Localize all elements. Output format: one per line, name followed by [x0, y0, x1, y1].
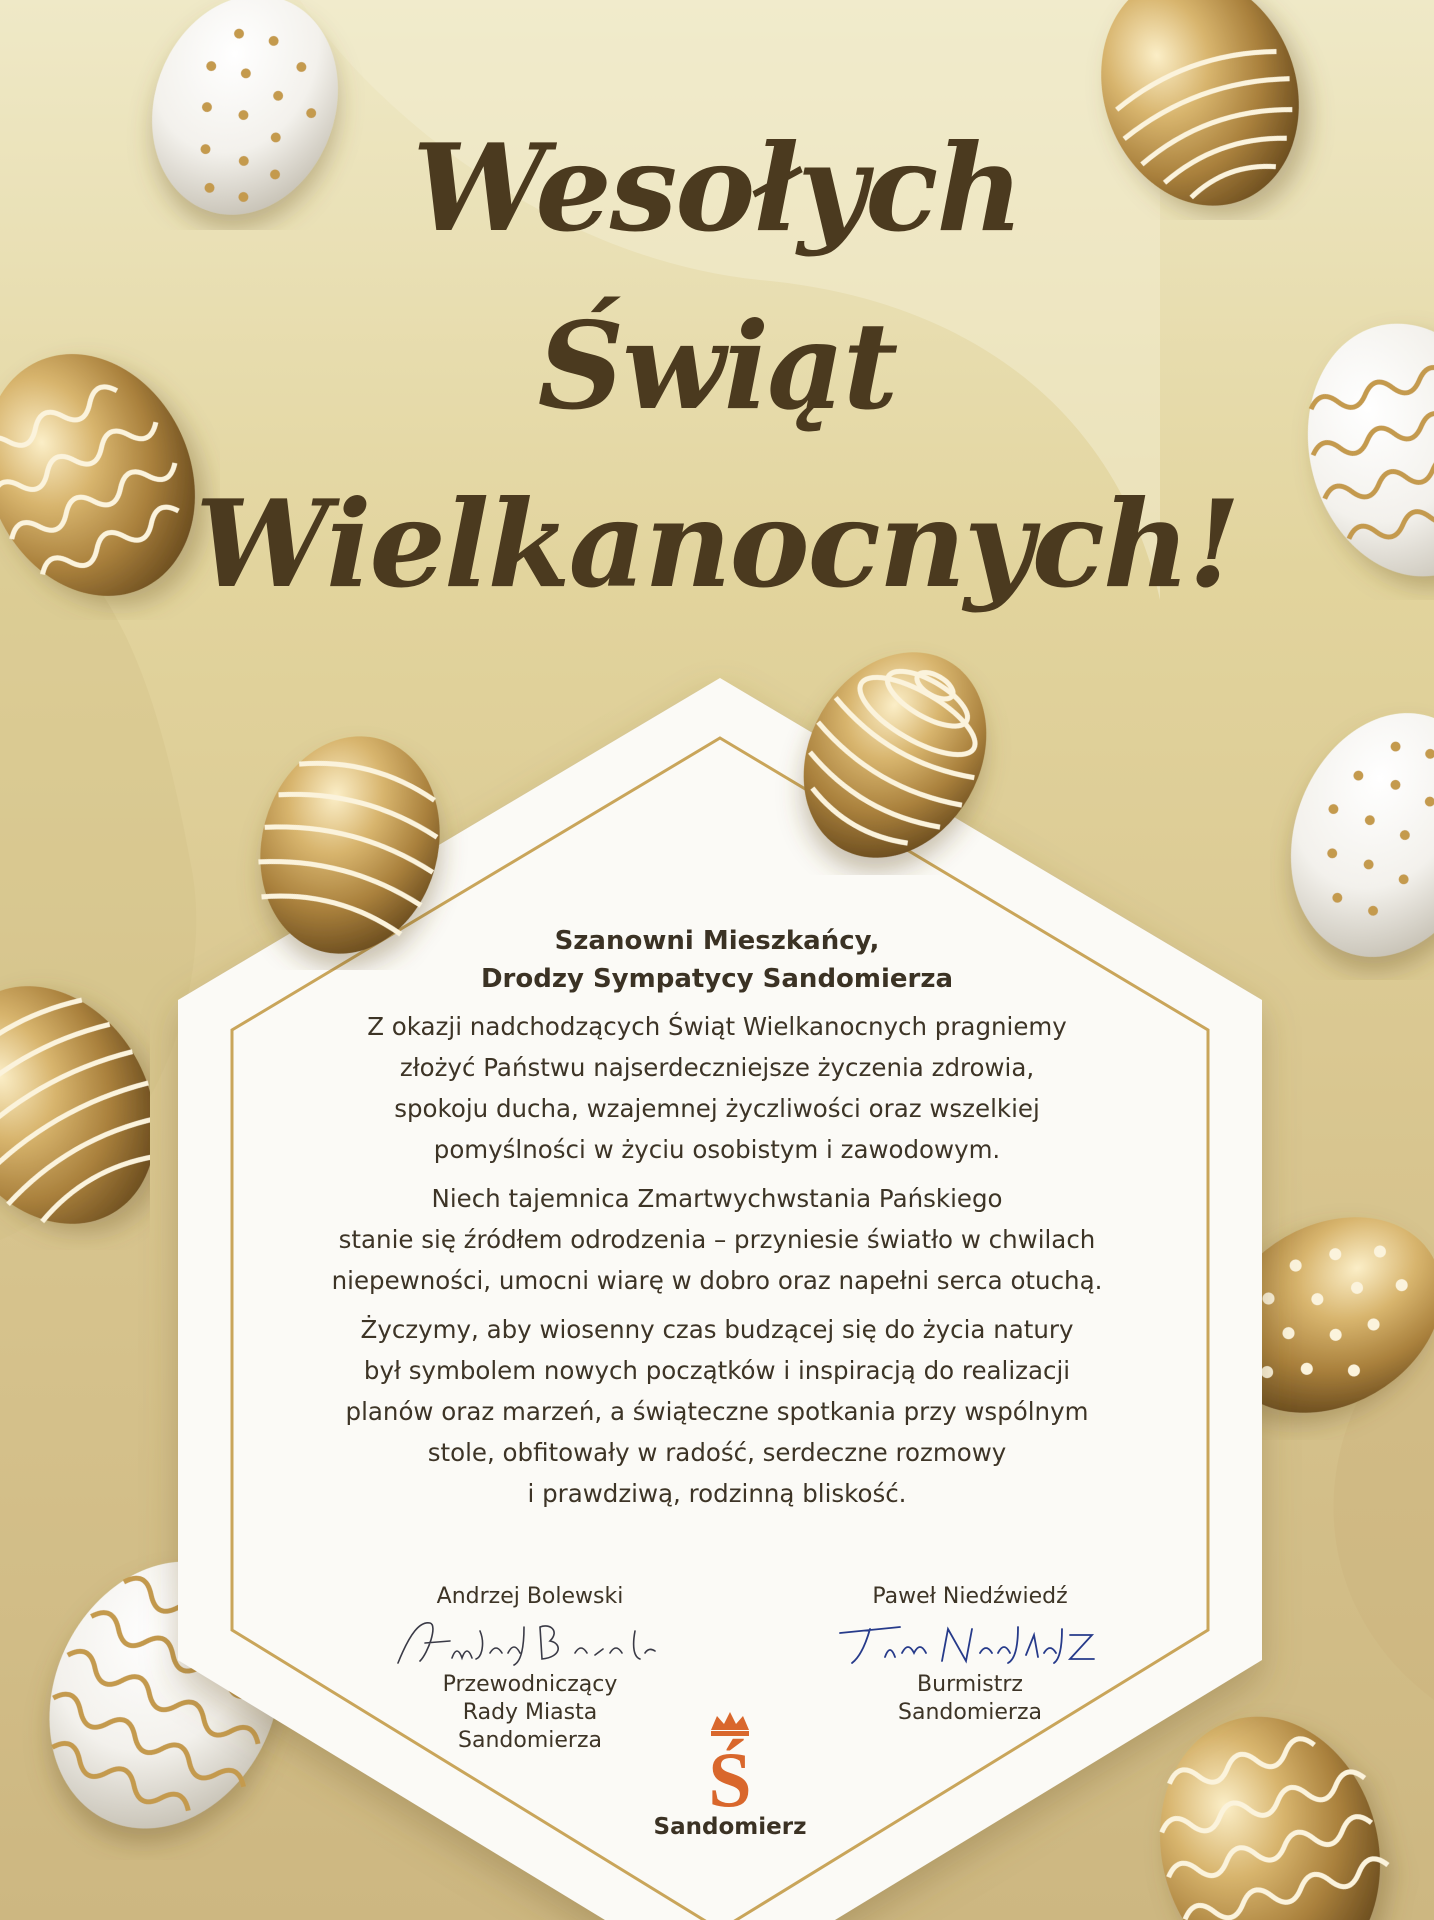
paragraph-line: pomyślności w życiu osobistym i zawodowym. [433, 1135, 1001, 1164]
paragraph-line: był symbolem nowych początków i inspiracją do realizacji [363, 1356, 1071, 1385]
paragraph-line: Z okazji nadchodzących Świąt Wielkanocnych pragniemy [367, 1012, 1067, 1041]
logo-letter: Ś [708, 1736, 752, 1810]
paragraph-line: planów oraz marzeń, a świąteczne spotkania przy wspólnym [345, 1397, 1089, 1426]
signer-role-left-line-3: Sandomierza [458, 1728, 602, 1753]
paragraph-line: stanie się źródłem odrodzenia – przyniesie światło w chwilach [338, 1225, 1096, 1254]
paragraph-line: Niech tajemnica Zmartwychwstania Pańskiego [431, 1184, 1003, 1213]
gold-swirl-egg-over-panel-top [770, 635, 1020, 875]
crown-s-emblem [695, 1710, 765, 1810]
title-line-3: Wielkanocnych! [195, 474, 1239, 615]
paragraph-line: i prawdziwą, rodzinną bliskość. [527, 1479, 907, 1508]
paragraph-line: spokoju ducha, wzajemnej życzliwości oraz wszelkiej [394, 1094, 1040, 1123]
signer-role-left-line-2: Rady Miasta [462, 1700, 598, 1725]
letter-body [250, 922, 1184, 1514]
paragraph-line: stole, obfitowały w radość, serdeczne rozmowy [427, 1438, 1007, 1467]
paragraph-line: Życzymy, aby wiosenny czas budzącej się do życia natury [360, 1315, 1074, 1344]
title-line-1: Wesołych [412, 118, 1022, 259]
signer-role-right-line-2: Sandomierza [898, 1700, 1042, 1725]
signer-role-right-line-1: Burmistrz [917, 1672, 1023, 1697]
logo-label: Sandomierz [653, 1814, 807, 1840]
paragraph-line: niepewności, umocni wiarę w dobro oraz napełni serca otuchą. [331, 1266, 1103, 1295]
title-line-2: Świąt [537, 296, 897, 437]
letter-paragraph-2 [250, 1178, 1184, 1301]
signer-name-left: Andrzej Bolewski [436, 1584, 624, 1609]
handwritten-signature-right [830, 1613, 1110, 1671]
letter-paragraph-3 [250, 1309, 1184, 1514]
signature-block-left [390, 1583, 670, 1755]
signature-block-right [830, 1583, 1110, 1727]
sandomierz-logo [640, 1710, 820, 1840]
signer-name-right: Paweł Niedźwiedź [872, 1584, 1068, 1609]
signer-role-left-line-1: Przewodniczący [442, 1672, 618, 1697]
greeting-line-1: Szanowni Mieszkańcy, [554, 926, 880, 956]
letter-greeting [250, 922, 1184, 998]
greeting-line-2: Drodzy Sympatycy Sandomierza [480, 964, 954, 994]
letter-paragraph-1 [250, 1006, 1184, 1170]
handwritten-signature-left [390, 1613, 670, 1671]
paragraph-line: złożyć Państwu najserdeczniejsze życzenia zdrowia, [399, 1053, 1035, 1082]
